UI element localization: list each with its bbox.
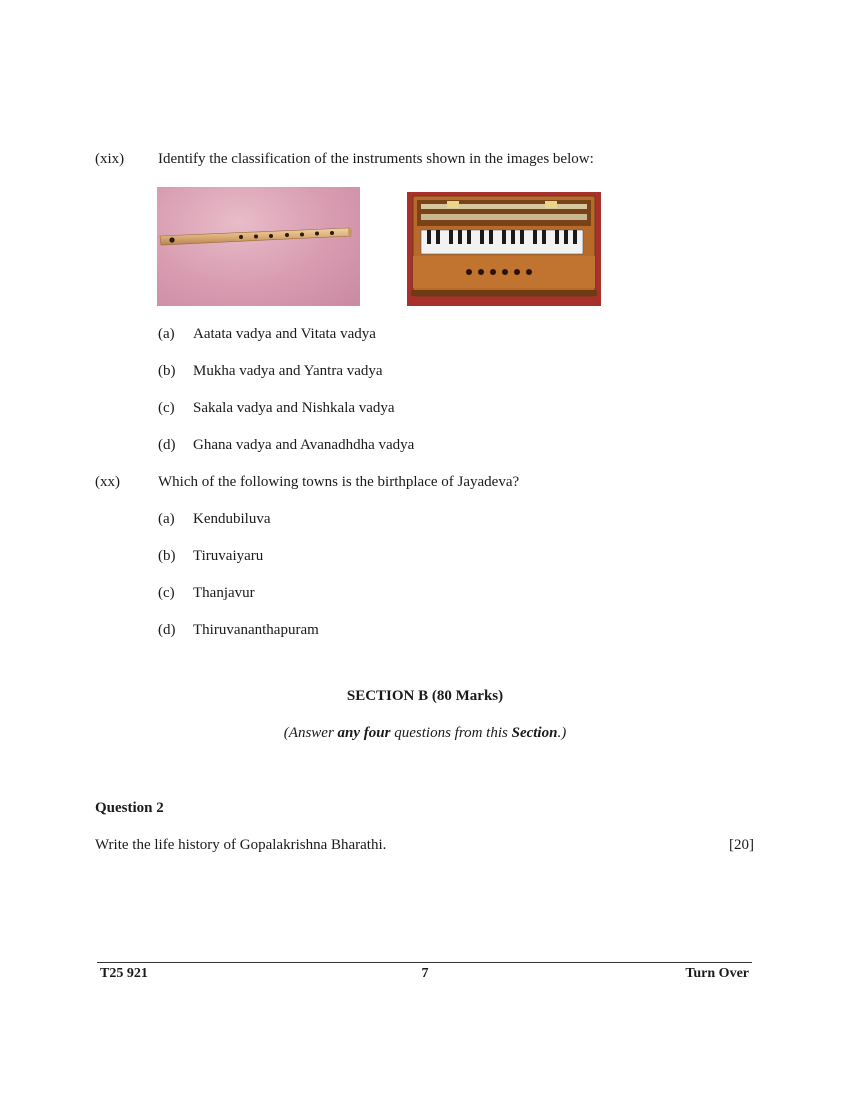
question-text: Which of the following towns is the birthplace of Jayadeva? [158, 474, 520, 490]
question-text: Identify the classification of the instruments shown in the images below: [158, 151, 594, 167]
page-number: 7 [421, 966, 429, 981]
section-instruction [0, 725, 850, 742]
option-text: Aatata vadya and Vitata vadya [193, 326, 376, 342]
option-letter: (b) [158, 548, 176, 564]
option-text: Tiruvaiyaru [193, 548, 264, 564]
option-letter: (d) [158, 437, 176, 453]
instruction-close: .) [557, 725, 567, 741]
option-text: Thanjavur [193, 585, 255, 601]
option-letter: (a) [158, 511, 175, 527]
question-number: (xx) [95, 474, 120, 490]
flute-image [157, 187, 360, 306]
option-letter: (b) [158, 363, 176, 379]
option-letter: (c) [158, 585, 175, 601]
harmonium-icon [407, 192, 601, 306]
footer-code: T25 921 [100, 966, 148, 981]
question-heading: Question 2 [95, 800, 164, 816]
instruction-any-four: any four [337, 725, 391, 741]
footer-divider [97, 962, 752, 963]
option-text: Ghana vadya and Avanadhdha vadya [193, 437, 415, 453]
option-letter: (a) [158, 326, 175, 342]
instruction-mid: questions from this [390, 725, 512, 741]
marks-label: [20] [729, 837, 754, 853]
option-letter: (d) [158, 622, 176, 638]
flute-icon [157, 187, 360, 306]
section-title: SECTION B (80 Marks) [346, 688, 504, 704]
question-text: Write the life history of Gopalakrishna Bharathi. [95, 837, 387, 853]
option-text: Mukha vadya and Yantra vadya [193, 363, 383, 379]
harmonium-image [407, 192, 601, 306]
option-text: Thiruvananthapuram [193, 622, 319, 638]
instruction-section: Section [511, 725, 558, 741]
question-number: (xix) [95, 151, 125, 167]
instruction-open: (Answer [283, 725, 338, 741]
option-letter: (c) [158, 400, 175, 416]
option-text: Kendubiluva [193, 511, 271, 527]
turn-over: Turn Over [685, 966, 749, 981]
option-text: Sakala vadya and Nishkala vadya [193, 400, 395, 416]
